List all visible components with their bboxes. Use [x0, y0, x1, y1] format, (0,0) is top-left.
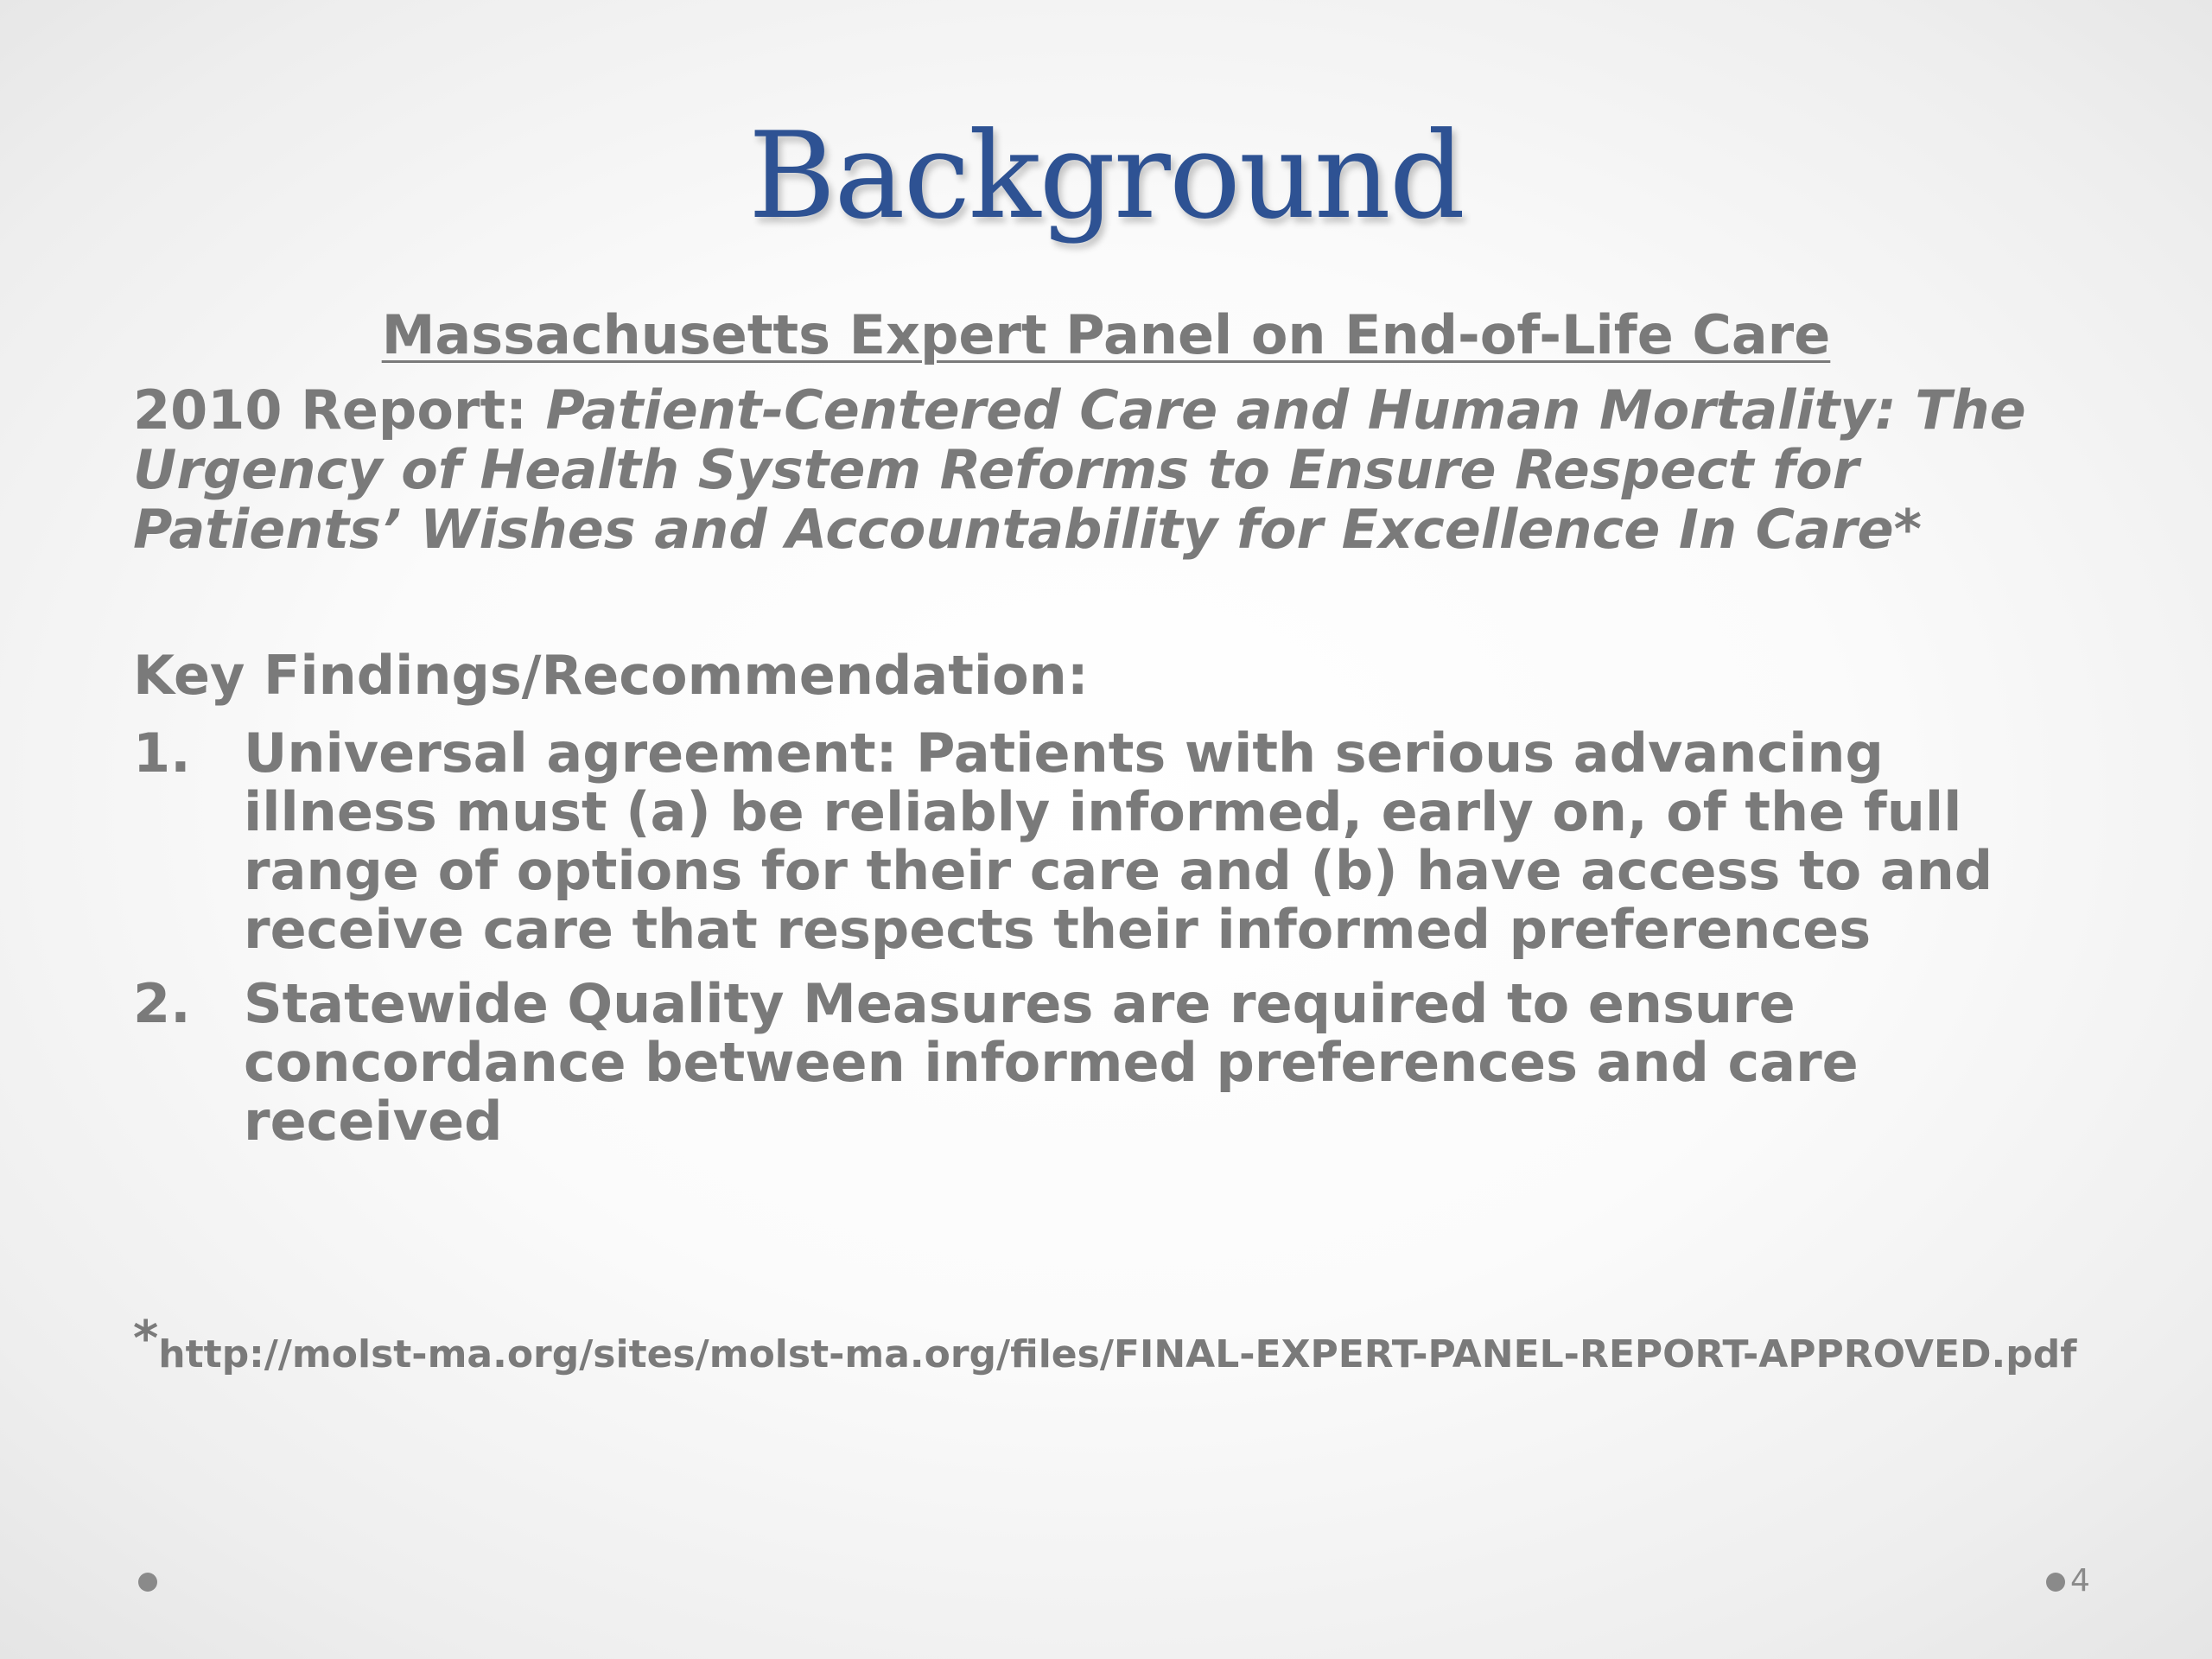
- decorative-dot-right: [2046, 1573, 2065, 1592]
- findings-label: Key Findings/Recommendation:: [133, 644, 1089, 707]
- footnote-url[interactable]: http://molst-ma.org/sites/molst-ma.org/files/FINAL-EXPERT-PANEL-REPORT-APPROVED.pdf: [158, 1332, 2077, 1376]
- finding-number: 2.: [133, 972, 191, 1035]
- panel-heading: Massachusetts Expert Panel on End-of-Life Care: [381, 303, 1831, 366]
- finding-item-2: [133, 972, 2077, 1153]
- slide-title: Background: [747, 106, 1465, 245]
- page-number: 4: [2070, 1563, 2090, 1599]
- finding-item-1: [133, 721, 2077, 961]
- report-prefix: 2010 Report:: [133, 378, 546, 442]
- report-title: Patient-Centered Care and Human Mortality: The Urgency of Health System Reforms to Ensure Respect for Patients’ Wishes and Accountability for Excellence In Care*: [133, 378, 2026, 561]
- finding-text: Universal agreement: Patients with serious advancing illness must (a) be reliably informed, early on, of the full range of options for their care and (b) have access to and receive care that respects their informed preferences: [244, 721, 1993, 961]
- report-citation: [133, 380, 2086, 559]
- decorative-dot-left: [138, 1573, 157, 1592]
- footnote-marker: *: [133, 1311, 159, 1367]
- finding-number: 1.: [133, 721, 191, 785]
- finding-text: Statewide Quality Measures are required to ensure concordance between informed preferences and care received: [244, 972, 1859, 1153]
- footnote: [133, 1313, 2076, 1381]
